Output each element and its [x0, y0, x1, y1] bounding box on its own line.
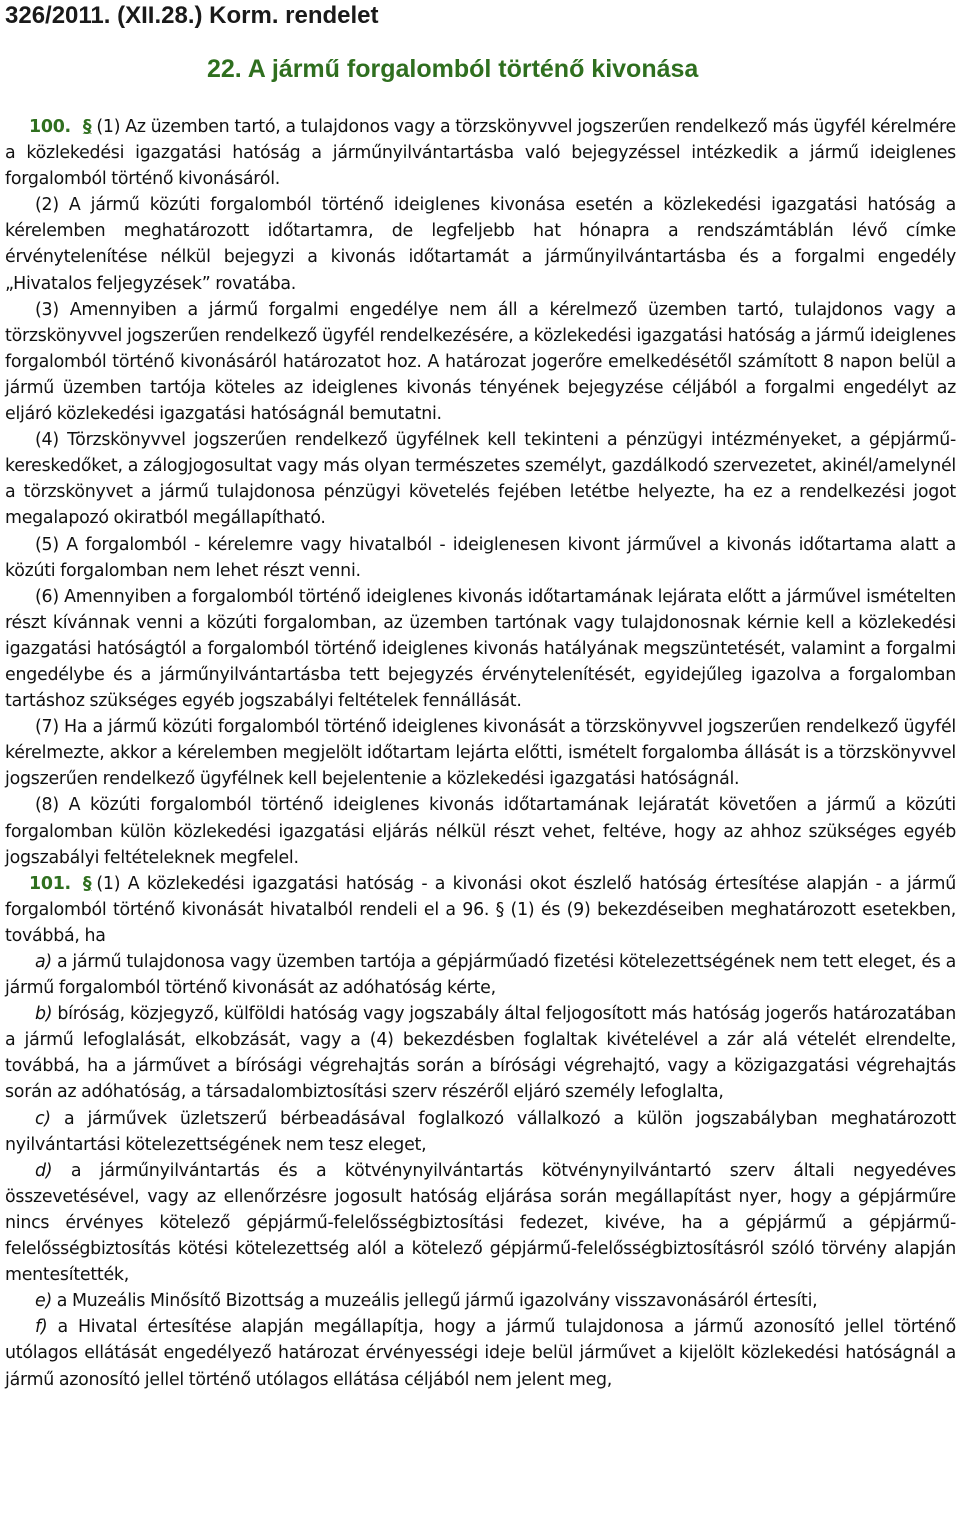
- list-item-d: [5, 1158, 956, 1288]
- item-letter: b): [35, 1004, 53, 1025]
- section-number: 101.: [29, 873, 71, 894]
- section-sign-icon[interactable]: §: [82, 873, 92, 894]
- item-text: a járműnyilvántartás és a kötvénynyilvántartás kötvénynyilvántartó szerv általi negyedéves összevetésével, vagy az ellenőrzésre jogosult hatóság eljárása során megállapítást nyer, hogy a gépjárműre nincs érvényes kötelező gépjármű-felelősségbiztosítási fedezet, kivéve, ha a gépjármű a gépjármű-felelősségbiztosítás kötési kötelezettség alól a kötelező gépjármű-felelősségbiztosításról szóló törvény alapján mentesítették,: [5, 1160, 956, 1286]
- list-item-f: [5, 1314, 956, 1392]
- paragraph-text: (2) A jármű közúti forgalomból történő ideiglenes kivonása esetén a közlekedési igazgatási hatóság a kérelemben meghatározott időtartamra, de legfeljebb hat hónapra a rendszámtáblán lévő címke érvénytelenítése nélkül bejegyzi a kivonás időtartamát a járműnyilvántartásba és a forgalmi engedély „Hivatalos feljegyzések” rovatába.: [5, 195, 956, 294]
- list-item-b: [5, 1001, 956, 1105]
- list-item-c: [5, 1106, 956, 1158]
- item-letter: d): [35, 1160, 53, 1181]
- section-100-paragraph-5: [5, 532, 956, 584]
- section-100-paragraph-4: [5, 427, 956, 531]
- paragraph-text: (1) A közlekedési igazgatási hatóság - a kivonási okot észlelő hatóság értesítése alapján - a jármű forgalomból történő kivonását hivatalból rendeli el a 96. § (1) és (9) bekezdéseiben meghatározott esetekben, továbbá, ha: [5, 873, 956, 946]
- paragraph-text: (8) A közúti forgalomból történő ideiglenes kivonás időtartamának lejáratát követően a jármű a közúti forgalomban külön közlekedési igazgatási eljárás nélkül részt vehet, feltéve, hogy az ahhoz szükséges egyéb jogszabályi feltételeknek megfelel.: [5, 795, 956, 868]
- paragraph-text: (1) Az üzemben tartó, a tulajdonos vagy a törzskönyvvel jogszerűen rendelkező más ügyfél kérelmére a közlekedési igazgatási hatóság a járműnyilvántartásba való bejegyzéssel intézkedik a jármű ideiglenes forgalomból történő kivonásáról.: [5, 117, 956, 190]
- item-letter: a): [35, 952, 52, 972]
- item-letter: f): [35, 1317, 48, 1338]
- paragraph-text: (3) Amennyiben a jármű forgalmi engedélye nem áll a kérelmező üzemben tartó, tulajdonos vagy a törzskönyvvel jogszerűen rendelkező ügyfél rendelkezésére, a közlekedési igazgatási hatóság a jármű ideiglenes forgalomból történő kivonásáról határozatot hoz. A határozat jogerőre emelkedésétől számított 8 napon belül a jármű üzemben tartója köteles az ideiglenes kivonás tényének bejegyzése céljából a forgalmi engedélyt az eljáró közlekedési igazgatási hatóságnál bemutatni.: [5, 299, 956, 425]
- item-letter: e): [35, 1291, 52, 1312]
- section-100-paragraph-7: [5, 714, 956, 792]
- paragraph-text: (4) Törzskönyvvel jogszerűen rendelkező ügyfélnek kell tekinteni a pénzügyi intézményeket, a gépjármű-kereskedőket, a zálogjogosultat vagy más olyan természetes személyt, gazdálkodó szervezetet, akinél/amelynél a törzskönyvet a jármű tulajdonosa pénzügyi követelés fejében letétbe helyezte, ha ez a rendelkezési jogot megalapozó okiratból megállapítható.: [5, 430, 956, 529]
- section-101-paragraph-1: [5, 871, 956, 949]
- list-item-a: [5, 949, 956, 1001]
- paragraph-text: (7) Ha a jármű közúti forgalomból történő ideiglenes kivonását a törzskönyvvel jogszerűen rendelkező ügyfél kérelmezte, akkor a kérelemben megjelölt időtartam lejárta előtti, ismételt forgalomba állását is a törzskönyvvel jogszerűen rendelkező ügyfélnek kell bejelentenie a közlekedési igazgatási hatóságnál.: [5, 717, 956, 790]
- item-letter: c): [35, 1108, 51, 1129]
- section-100-paragraph-3: [5, 297, 956, 427]
- item-text: a Hivatal értesítése alapján megállapítja, hogy a jármű tulajdonosa a jármű azonosító jellel történő utólagos ellátását engedélyező határozat érvényességi ideje belül járművet a kijelölt közlekedési hatóságnál a jármű azonosító jellel történő utólagos ellátása céljából nem jelent meg,: [5, 1317, 956, 1390]
- section-sign-icon[interactable]: §: [82, 117, 92, 137]
- section-number: 100.: [29, 117, 71, 137]
- item-text: a Muzeális Minősítő Bizottság a muzeális jellegű jármű igazolvány visszavonásáról értesíti,: [56, 1291, 818, 1312]
- item-text: a járművek üzletszerű bérbeadásával foglalkozó vállalkozó a külön jogszabályban meghatározott nyilvántartási kötelezettségének nem tesz eleget,: [5, 1108, 956, 1155]
- section-100-paragraph-8: [5, 792, 956, 870]
- section-100-paragraph-2: [5, 192, 956, 296]
- document-body: [5, 114, 956, 1393]
- section-title: 22. A jármű forgalomból történő kivonása: [207, 55, 699, 83]
- item-text: a jármű tulajdonosa vagy üzemben tartója a gépjárműadó fizetési kötelezettségének nem tett eleget, és a jármű forgalomból történő kivonását az adóhatóság kérte,: [5, 952, 957, 999]
- section-100-paragraph-1: [5, 114, 956, 192]
- list-item-e: [5, 1288, 956, 1314]
- item-text: bíróság, közjegyző, külföldi hatóság vagy jogszabály által feljogosított más hatóság jogerős határozatában a jármű lefoglalását, elkobzását, vagy a (4) bekezdésben foglaltak kivételével a zár alá vételét elrendelte, továbbá, ha a járművet a bírósági végrehajtás során a bírósági végrehajtó, vagy a közigazgatási végrehajtás során az adóhatóság, a társadalombiztosítási szerv részéről eljáró személy lefoglalta,: [5, 1004, 956, 1103]
- section-100-paragraph-6: [5, 584, 956, 714]
- paragraph-text: (5) A forgalomból - kérelemre vagy hivatalból - ideiglenesen kivont járművel a kivonás időtartama alatt a közúti forgalomban nem lehet részt venni.: [5, 534, 956, 581]
- regulation-title: 326/2011. (XII.28.) Korm. rendelet: [5, 2, 379, 29]
- paragraph-text: (6) Amennyiben a forgalomból történő ideiglenes kivonás időtartamának lejárata előtt a járművel ismételten részt kívánnak venni a közúti forgalomban, az üzemben tartónak vagy tulajdonosnak kérnie kell a közlekedési igazgatási hatóságtól a forgalomból történő ideiglenes kivonás hatályának megszüntetését, valamint a forgalmi engedélybe és a járműnyilvántartásba tett bejegyzés érvénytelenítését, egyidejűleg igazolva a forgalomban tartáshoz szükséges egyéb jogszabályi feltételek fennállását.: [5, 586, 956, 712]
